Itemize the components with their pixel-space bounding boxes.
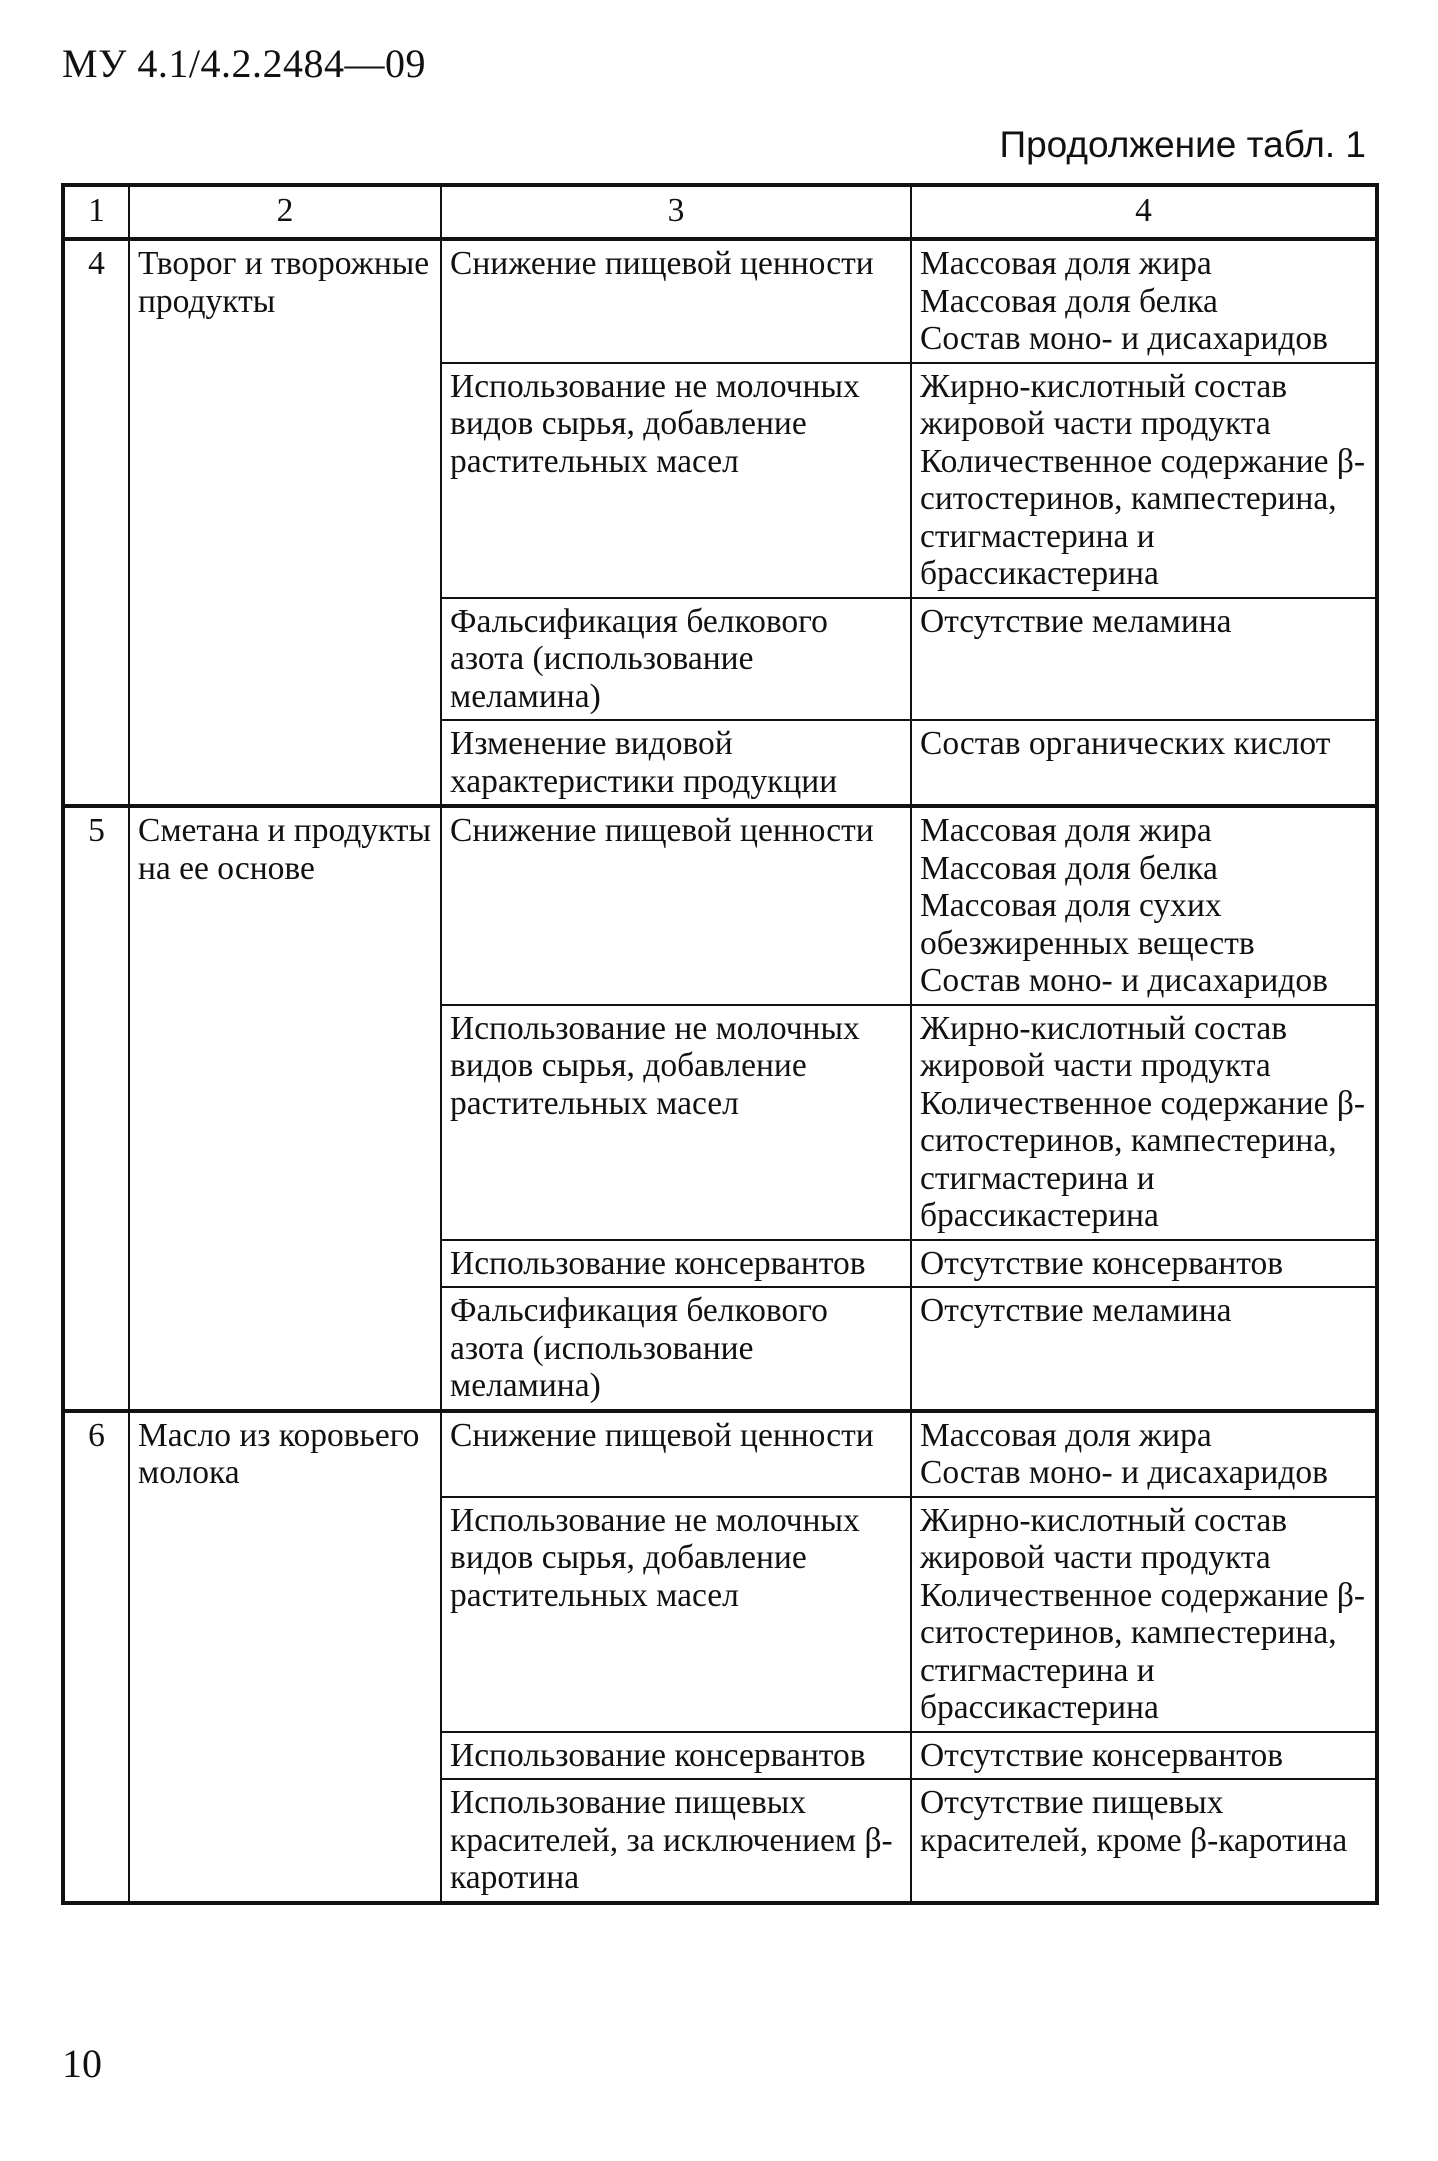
falsification-method-cell: Использование консервантов bbox=[441, 1732, 911, 1780]
indicators-cell bbox=[911, 1497, 1377, 1732]
indicators-cell bbox=[911, 1732, 1377, 1780]
product-name-cell: Сметана и продукты на ее основе bbox=[129, 806, 441, 1411]
column-header-4: 4 bbox=[911, 185, 1377, 239]
column-header-3: 3 bbox=[441, 185, 911, 239]
table-body bbox=[63, 239, 1377, 1903]
falsification-method-cell: Использование не молочных видов сырья, добавление растительных масел bbox=[441, 1497, 911, 1732]
falsification-method-cell: Использование не молочных видов сырья, добавление растительных масел bbox=[441, 1005, 911, 1240]
group-number-cell: 4 bbox=[63, 239, 129, 806]
indicator-item: Жирно-кислотный состав жировой части продукта bbox=[920, 367, 1288, 442]
indicator-item: Отсутствие пищевых красителей, кроме β-каротина bbox=[920, 1784, 1348, 1859]
indicator-item: Отсутствие консервантов bbox=[920, 1736, 1284, 1774]
indicators-cell bbox=[911, 806, 1377, 1005]
falsification-method-cell: Использование консервантов bbox=[441, 1240, 911, 1288]
indicators-cell bbox=[911, 1005, 1377, 1240]
indicators-cell bbox=[911, 1779, 1377, 1903]
product-name-cell: Масло из коровьего молока bbox=[129, 1411, 441, 1903]
indicator-item: Количественное содержание β-ситостеринов, кампестерина, стигмастерина и брассикастерина bbox=[920, 442, 1366, 592]
indicator-item: Массовая доля жира bbox=[920, 1416, 1212, 1454]
falsification-method-cell: Снижение пищевой ценности bbox=[441, 806, 911, 1005]
indicator-item: Состав моно- и дисахаридов bbox=[920, 962, 1328, 999]
falsification-method-cell: Снижение пищевой ценности bbox=[441, 239, 911, 363]
group-number-cell: 5 bbox=[63, 806, 129, 1411]
indicator-item: Массовая доля белка bbox=[920, 282, 1218, 320]
indicators-cell bbox=[911, 239, 1377, 363]
column-header-2: 2 bbox=[129, 185, 441, 239]
page-number: 10 bbox=[62, 2041, 102, 2086]
indicator-item: Отсутствие меламина bbox=[920, 1292, 1232, 1329]
group-number-cell: 6 bbox=[63, 1411, 129, 1903]
indicators-cell bbox=[911, 1287, 1377, 1411]
falsification-method-cell: Фальсификация белкового азота (использование меламина) bbox=[441, 598, 911, 721]
indicators-cell bbox=[911, 1411, 1377, 1497]
indicator-item: Количественное содержание β-ситостеринов, кампестерина, стигмастерина и брассикастерина bbox=[920, 1576, 1366, 1726]
table-row bbox=[63, 239, 1377, 363]
indicators-cell bbox=[911, 1240, 1377, 1288]
indicator-item: Отсутствие консервантов bbox=[920, 1244, 1284, 1282]
table-header-row bbox=[63, 185, 1377, 239]
table-continuation-label: Продолжение табл. 1 bbox=[999, 124, 1366, 165]
indicators-cell bbox=[911, 363, 1377, 598]
table-row bbox=[63, 806, 1377, 1005]
indicator-item: Жирно-кислотный состав жировой части продукта bbox=[920, 1501, 1288, 1576]
indicator-item: Состав моно- и дисахаридов bbox=[920, 1454, 1328, 1491]
falsification-method-cell: Использование не молочных видов сырья, добавление растительных масел bbox=[441, 363, 911, 598]
product-name-cell: Творог и творожные продукты bbox=[129, 239, 441, 806]
indicator-item: Жирно-кислотный состав жировой части продукта bbox=[920, 1009, 1288, 1084]
falsification-method-cell: Изменение видовой характеристики продукции bbox=[441, 720, 911, 806]
falsification-indicators-table bbox=[61, 183, 1379, 1905]
document-code: МУ 4.1/4.2.2484—09 bbox=[62, 41, 426, 86]
indicators-cell bbox=[911, 720, 1377, 806]
falsification-method-cell: Фальсификация белкового азота (использование меламина) bbox=[441, 1287, 911, 1411]
falsification-method-cell: Снижение пищевой ценности bbox=[441, 1411, 911, 1497]
indicator-item: Массовая доля жира bbox=[920, 245, 1212, 282]
indicator-item: Количественное содержание β-ситостеринов, кампестерина, стигмастерина и брассикастерина bbox=[920, 1084, 1366, 1234]
table-row bbox=[63, 1411, 1377, 1497]
indicator-item: Состав органических кислот bbox=[920, 725, 1331, 762]
indicator-item: Состав моно- и дисахаридов bbox=[920, 320, 1328, 357]
indicator-item: Массовая доля белка bbox=[920, 849, 1218, 887]
indicators-cell bbox=[911, 598, 1377, 721]
column-header-1: 1 bbox=[63, 185, 129, 239]
falsification-method-cell: Использование пищевых красителей, за исключением β-каротина bbox=[441, 1779, 911, 1903]
indicator-item: Массовая доля сухих обезжиренных веществ bbox=[920, 887, 1255, 962]
indicator-item: Массовая доля жира bbox=[920, 812, 1212, 849]
indicator-item: Отсутствие меламина bbox=[920, 602, 1232, 640]
